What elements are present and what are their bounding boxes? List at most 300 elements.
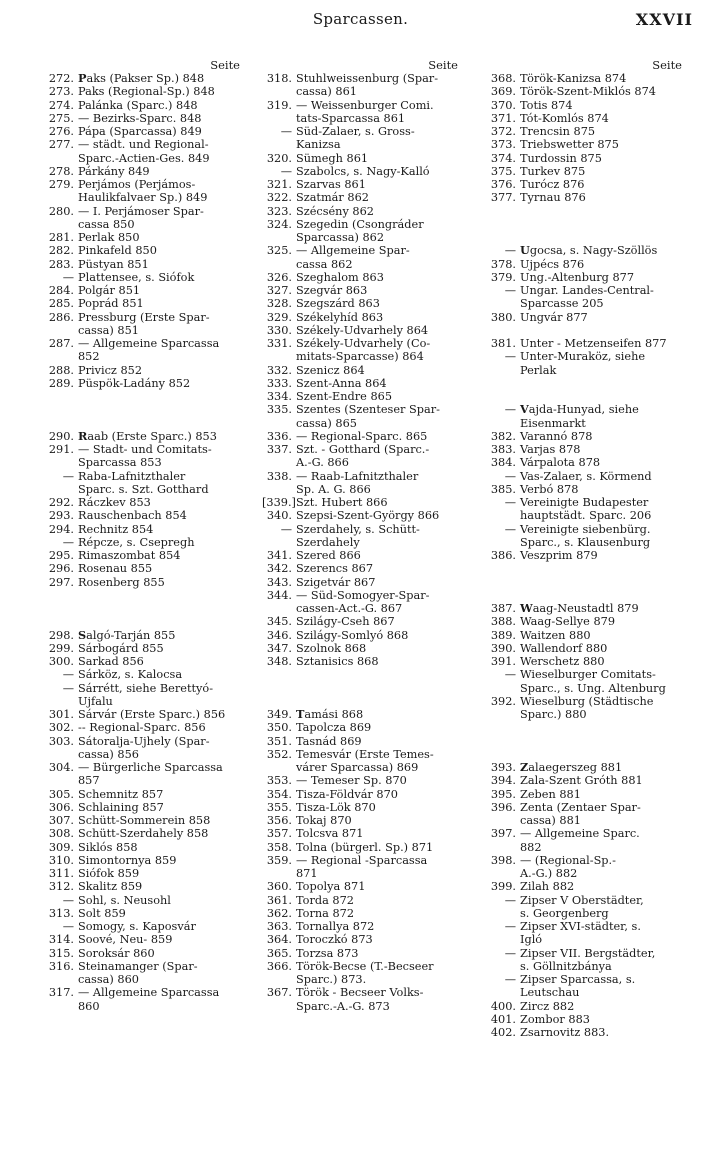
entry-number: 399. [490, 880, 516, 894]
entry-number: 351. [266, 734, 292, 748]
entry-text: Szt. - Gotthard (Sparc.- [296, 443, 430, 456]
index-entry-line [486, 1000, 682, 1013]
entry-text: — städt. und Regional- [78, 138, 209, 152]
entry-text: Varannó 878 [520, 429, 593, 443]
index-entry-line [486, 814, 682, 827]
entry-text: A.-G. 866 [296, 456, 349, 470]
entry-text: cassa) 865 [296, 416, 357, 430]
entry-text: Szilágy-Somlyó 868 [296, 628, 409, 642]
entry-number: 385. [490, 482, 516, 496]
entry-text: Solt 859 [78, 906, 126, 920]
entry-text: Szent-Endre 865 [296, 390, 393, 403]
entry-number: 272. [48, 72, 74, 85]
entry-number: 361. [266, 893, 292, 907]
entry-number: 390. [490, 641, 516, 655]
index-entry-line [262, 788, 458, 801]
index-entry-line [44, 854, 240, 867]
index-entry-line [486, 867, 682, 880]
entry-text: Salgó-Tarján 855 [78, 627, 176, 642]
entry-text: Zilah 882 [520, 880, 575, 894]
index-entry-line [486, 1013, 682, 1026]
entry-text: cassa) 851 [78, 323, 139, 337]
index-entry-line [44, 112, 240, 125]
entry-text: Tamási 868 [296, 707, 364, 721]
index-entry-line [44, 801, 240, 814]
blank-line [44, 403, 240, 416]
entry-number: 285. [48, 297, 74, 311]
entry-text: Triebswetter 875 [520, 138, 619, 152]
index-entry-line [44, 496, 240, 509]
index-entry-line [486, 1026, 682, 1039]
entry-number: — [62, 920, 74, 933]
index-entry-line [44, 814, 240, 827]
entry-text: Tornallya 872 [296, 920, 375, 933]
entry-number: 342. [266, 562, 292, 576]
entry-text: Rauschenbach 854 [78, 509, 187, 523]
blank-line [44, 602, 240, 615]
entry-text: — I. Perjámoser Spar- [78, 204, 204, 218]
entry-text: Sparcasse 205 [520, 297, 604, 311]
entry-text: cassa) 860 [78, 973, 139, 986]
index-entry-line [44, 205, 240, 218]
index-entry-line [262, 364, 458, 377]
entry-text: Török - Becseer Volks- [296, 986, 424, 1000]
index-entry-line [486, 947, 682, 960]
entry-number: — [504, 522, 516, 536]
index-entry-line [486, 244, 682, 257]
entry-text: cassa) 856 [78, 747, 139, 761]
entry-text: Vas-Zalaer, s. Körmend [520, 469, 652, 483]
entry-number: 400. [490, 999, 516, 1013]
index-entry-line [486, 470, 682, 483]
entry-text: Polgár 851 [78, 284, 141, 297]
index-entry-line [262, 562, 458, 575]
entry-number: 401. [490, 1012, 516, 1026]
entry-text: Szt. Hubert 866 [296, 496, 388, 509]
entry-number: 273. [48, 85, 74, 99]
entry-number: 288. [48, 363, 74, 377]
entry-number: 334. [266, 390, 292, 403]
index-entry-line [44, 258, 240, 271]
index-entry-line [262, 496, 458, 509]
entry-text: Tokaj 870 [296, 814, 352, 827]
entry-number: 278. [48, 164, 74, 178]
index-entry-line [262, 589, 458, 602]
index-entry-line [44, 85, 240, 98]
index-entry-line [262, 721, 458, 734]
entry-text: Répcze, s. Csepregh [78, 535, 195, 549]
entry-text: s. Göllnitzbánya [520, 959, 612, 973]
blank-line [44, 417, 240, 430]
blank-line [486, 721, 682, 734]
index-entry-line [44, 562, 240, 575]
index-entry-line [486, 112, 682, 125]
index-entry-line [44, 748, 240, 761]
entry-text: Sparc. s. Szt. Gotthard [78, 482, 209, 496]
entry-number: 354. [266, 787, 292, 801]
entry-text: Perlak [520, 363, 557, 377]
index-entry-line [486, 496, 682, 509]
entry-text: — Regional-Sparc. 865 [296, 429, 428, 443]
entry-text: Sárköz, s. Kalocsa [78, 668, 183, 682]
index-entry-line [44, 377, 240, 390]
entry-number: 336. [266, 429, 292, 443]
index-entry-line [486, 920, 682, 933]
index-entry-line [44, 907, 240, 920]
entry-text: Sátoralja-Ujhely (Spar- [78, 734, 210, 748]
entry-number: 316. [48, 959, 74, 973]
index-entry-line [262, 311, 458, 324]
entry-text: Szentes (Szenteser Spar- [296, 403, 440, 417]
entry-number: 384. [490, 456, 516, 470]
index-entry-line [44, 350, 240, 363]
entry-number: 313. [48, 906, 74, 920]
entry-number: 328. [266, 297, 292, 311]
entry-number: — [504, 244, 516, 258]
entry-number: — [62, 893, 74, 907]
entry-text: Sparc.-A.-G. 873 [296, 999, 390, 1013]
index-entry-line [44, 523, 240, 536]
index-entry-line [44, 708, 240, 721]
entry-number: 318. [266, 72, 292, 85]
entry-text: — Regional -Sparcassa [296, 853, 428, 867]
entry-number: 304. [48, 761, 74, 774]
entry-number: 358. [266, 840, 292, 854]
entry-text: Simontornya 859 [78, 853, 177, 867]
entry-number: 325. [266, 244, 292, 258]
entry-number: 306. [48, 800, 74, 814]
index-entry-line [44, 165, 240, 178]
entry-text: Varjas 878 [520, 443, 581, 456]
entry-number: 290. [48, 429, 74, 443]
entry-text: Soové, Neu- 859 [78, 933, 173, 947]
entry-text: Igló [520, 933, 543, 947]
entry-number: 394. [490, 774, 516, 788]
blank-line [44, 615, 240, 628]
entry-number: — [504, 469, 516, 483]
blank-line [486, 218, 682, 231]
entry-number: — [504, 403, 516, 417]
entry-text: Párkány 849 [78, 164, 150, 178]
entry-number: 398. [490, 853, 516, 867]
entry-number: 374. [490, 151, 516, 165]
index-entry-line [262, 297, 458, 310]
entry-text: Zeben 881 [520, 787, 581, 801]
entry-number: 311. [48, 867, 74, 880]
index-entry-line [44, 986, 240, 999]
index-entry-line [262, 867, 458, 880]
entry-number: 382. [490, 429, 516, 443]
index-entry-line [44, 536, 240, 549]
entry-text: Tasnád 869 [296, 734, 362, 748]
entry-text: Szered 866 [296, 549, 361, 562]
entry-number: 283. [48, 257, 74, 271]
blank-line [262, 682, 458, 695]
entry-text: s. Georgenberg [520, 906, 609, 920]
entry-number: 300. [48, 655, 74, 668]
index-entry-line [486, 894, 682, 907]
index-entry-line [486, 258, 682, 271]
entry-number: 295. [48, 549, 74, 562]
blank-line [486, 735, 682, 748]
index-entry-line [262, 642, 458, 655]
entry-number: 301. [48, 708, 74, 721]
entry-text: Zsarnovitz 883. [520, 1026, 610, 1039]
blank-line [486, 205, 682, 218]
entry-text: Szerdahely [296, 535, 360, 549]
entry-text: Siófok 859 [78, 867, 140, 880]
entry-text: Zircz 882 [520, 999, 575, 1013]
entry-text: 882 [520, 840, 542, 854]
entry-text: Somogy, s. Kaposvár [78, 920, 196, 933]
index-entry-line [262, 774, 458, 787]
entry-number: 378. [490, 257, 516, 271]
entry-text: Török-Becse (T.-Becseer [296, 959, 434, 973]
entry-text: Rosenau 855 [78, 562, 153, 576]
entry-number: 347. [266, 641, 292, 655]
entry-number: 386. [490, 549, 516, 562]
index-column-2 [262, 58, 458, 1013]
entry-text: Zipser VII. Bergstädter, [520, 946, 656, 960]
blank-line [44, 589, 240, 602]
entry-number: 308. [48, 827, 74, 841]
entry-text: Sümegh 861 [296, 151, 369, 165]
entry-text: Rosenberg 855 [78, 575, 165, 589]
index-column-1 [44, 58, 240, 1013]
entry-number: 333. [266, 376, 292, 390]
entry-text: Szigetvár 867 [296, 575, 376, 589]
entry-text: Szegedin (Csongráder [296, 217, 424, 231]
seite-label: Seite [210, 58, 240, 72]
index-entry-line [44, 509, 240, 522]
index-entry-line [486, 960, 682, 973]
entry-text: Tisza-Földvár 870 [296, 787, 398, 801]
entry-number: 337. [266, 443, 292, 456]
index-entry-line [44, 920, 240, 933]
entry-text: — Allgemeine Sparcassa [78, 337, 220, 350]
index-entry-line [262, 99, 458, 112]
blank-line [486, 377, 682, 390]
index-entry-line [44, 788, 240, 801]
index-entry-line [262, 112, 458, 125]
entry-text: Tyrnau 876 [520, 191, 586, 205]
entry-text: Paks (Regional-Sp.) 848 [78, 85, 215, 99]
index-entry-line [262, 814, 458, 827]
index-entry-line [486, 178, 682, 191]
entry-text: Ungar. Landes-Central- [520, 284, 654, 297]
index-entry-line [44, 152, 240, 165]
index-entry-line [44, 470, 240, 483]
index-entry-line [486, 403, 682, 416]
entry-number: — [504, 350, 516, 364]
seite-label: Seite [652, 58, 682, 72]
entry-number: 375. [490, 164, 516, 178]
entry-number: 373. [490, 138, 516, 152]
entry-number: 323. [266, 204, 292, 218]
index-entry-line [44, 774, 240, 787]
entry-text: Kanizsa [296, 138, 341, 152]
entry-text: tats-Sparcassa 861 [296, 111, 406, 125]
entry-text: Sparc., s. Klausenburg [520, 535, 651, 549]
entry-number: 302. [48, 721, 74, 735]
entry-text: Torna 872 [296, 906, 355, 920]
index-entry-line [44, 1000, 240, 1013]
entry-number: 369. [490, 85, 516, 99]
index-entry-line [44, 682, 240, 695]
entry-number: 387. [490, 602, 516, 615]
index-entry-line [262, 284, 458, 297]
index-entry-line [262, 165, 458, 178]
entry-number: 320. [266, 151, 292, 165]
entry-number: 319. [266, 98, 292, 112]
entry-number: 366. [266, 959, 292, 973]
index-entry-line [262, 655, 458, 668]
index-entry-line [262, 536, 458, 549]
entry-text: Ung.-Altenburg 877 [520, 270, 635, 284]
index-entry-line [262, 430, 458, 443]
entry-text: Verbó 878 [520, 482, 579, 496]
entry-number: 380. [490, 310, 516, 324]
entry-number: — [62, 681, 74, 695]
entry-text: Török-Kanizsa 874 [520, 72, 627, 85]
entry-text: Vereinigte siebenbürg. [520, 522, 651, 536]
entry-number: 298. [48, 628, 74, 642]
entry-number: 360. [266, 880, 292, 894]
index-entry-line [262, 350, 458, 363]
entry-text: Topolya 871 [296, 880, 366, 894]
entry-number: — [280, 125, 292, 138]
entry-number: 297. [48, 575, 74, 589]
entry-text: 860 [78, 999, 100, 1013]
index-entry-line [44, 430, 240, 443]
entry-number: — [504, 668, 516, 682]
index-entry-line [486, 125, 682, 138]
index-entry-line [262, 244, 458, 257]
index-entry-line [44, 483, 240, 496]
entry-number: 343. [266, 575, 292, 589]
entry-text: cassa) 881 [520, 814, 581, 827]
entry-number: 287. [48, 337, 74, 350]
index-entry-line [262, 549, 458, 562]
entry-text: Stuhlweissenburg (Spar- [296, 72, 439, 85]
index-entry-line [44, 99, 240, 112]
blank-line [262, 668, 458, 681]
index-entry-line [262, 960, 458, 973]
entry-text: Wieselburger Comitats- [520, 668, 656, 682]
entry-text: Unter-Muraköz, siehe [520, 350, 646, 364]
index-entry-line [486, 99, 682, 112]
entry-text: Siklós 858 [78, 840, 138, 854]
entry-text: Székely-Udvarhely (Co- [296, 337, 431, 350]
entry-text: Püstyan 851 [78, 257, 149, 271]
entry-number: 286. [48, 310, 74, 324]
entry-text: Sparcassa 853 [78, 456, 162, 470]
entry-number: 355. [266, 800, 292, 814]
entry-number: 370. [490, 98, 516, 112]
index-entry-line [262, 523, 458, 536]
entry-number: 289. [48, 376, 74, 390]
index-entry-line [44, 178, 240, 191]
entry-number: 345. [266, 615, 292, 629]
entry-text: Török-Szent-Miklós 874 [520, 85, 656, 99]
entry-number: 364. [266, 933, 292, 947]
entry-text: cassen-Act.-G. 867 [296, 602, 403, 615]
entry-text: — Bürgerliche Sparcassa [78, 761, 223, 774]
entry-text: — Süd-Somogyer-Spar- [296, 588, 430, 602]
entry-text: Raba-Lafnitzthaler [78, 469, 186, 483]
entry-number: 274. [48, 98, 74, 112]
entry-number: — [62, 469, 74, 483]
entry-number: — [62, 535, 74, 549]
index-entry-line [486, 629, 682, 642]
entry-text: Szepsi-Szent-György 866 [296, 509, 440, 523]
index-entry-line [486, 350, 682, 363]
entry-text: Torda 872 [296, 893, 354, 907]
entry-text: Steinamanger (Spar- [78, 959, 198, 973]
index-entry-line [44, 576, 240, 589]
entry-text: Sparc.) 873. [296, 973, 367, 986]
entry-number: 341. [266, 549, 292, 562]
index-entry-line [486, 801, 682, 814]
entry-text: Ungvár 877 [520, 310, 588, 324]
entry-number: 396. [490, 800, 516, 814]
entry-number: 359. [266, 853, 292, 867]
entry-text: Szegvár 863 [296, 284, 368, 297]
entry-text: Schütt-Szerdahely 858 [78, 827, 209, 841]
entry-text: — Raab-Lafnitzthaler [296, 469, 419, 483]
entry-text: Vajda-Hunyad, siehe [520, 402, 639, 417]
entry-number: 391. [490, 655, 516, 668]
index-entry-line [486, 774, 682, 787]
index-column-3 [486, 58, 682, 1039]
entry-number: 327. [266, 284, 292, 297]
entry-number: 357. [266, 827, 292, 841]
entry-number: 372. [490, 125, 516, 138]
index-entry-line [262, 337, 458, 350]
entry-text: Trencsin 875 [520, 125, 596, 138]
entry-text: Veszprim 879 [520, 549, 598, 562]
index-entry-line [486, 695, 682, 708]
entry-text: Waitzen 880 [520, 628, 591, 642]
entry-text: 871 [296, 867, 318, 880]
index-entry-line [262, 377, 458, 390]
index-entry-line [486, 761, 682, 774]
entry-text: — Temeser Sp. 870 [296, 774, 407, 788]
index-entry-line [262, 403, 458, 416]
entry-text: Pinkafeld 850 [78, 244, 157, 258]
entry-text: -- Regional-Sparc. 856 [78, 721, 206, 735]
entry-text: Temesvár (Erste Temes- [296, 747, 434, 761]
entry-text: Zenta (Zentaer Spar- [520, 800, 641, 814]
entry-text: Schlaining 857 [78, 800, 164, 814]
index-entry-line [262, 854, 458, 867]
entry-text: 852 [78, 350, 100, 364]
entry-text: Paks (Pakser Sp.) 848 [78, 71, 205, 85]
entry-number: — [504, 893, 516, 907]
entry-number: 389. [490, 628, 516, 642]
blank-line [486, 562, 682, 575]
entry-text: Ujfalu [78, 694, 113, 708]
entry-text: Rimaszombat 854 [78, 549, 181, 562]
entry-text: Ugocsa, s. Nagy-Szöllös [520, 243, 658, 258]
index-entry-line [44, 668, 240, 681]
index-entry-line [262, 615, 458, 628]
entry-text: Rechnitz 854 [78, 522, 154, 536]
entry-text: 857 [78, 774, 100, 788]
index-entry-line [44, 721, 240, 734]
entry-number: 349. [266, 708, 292, 721]
index-entry-line [262, 761, 458, 774]
